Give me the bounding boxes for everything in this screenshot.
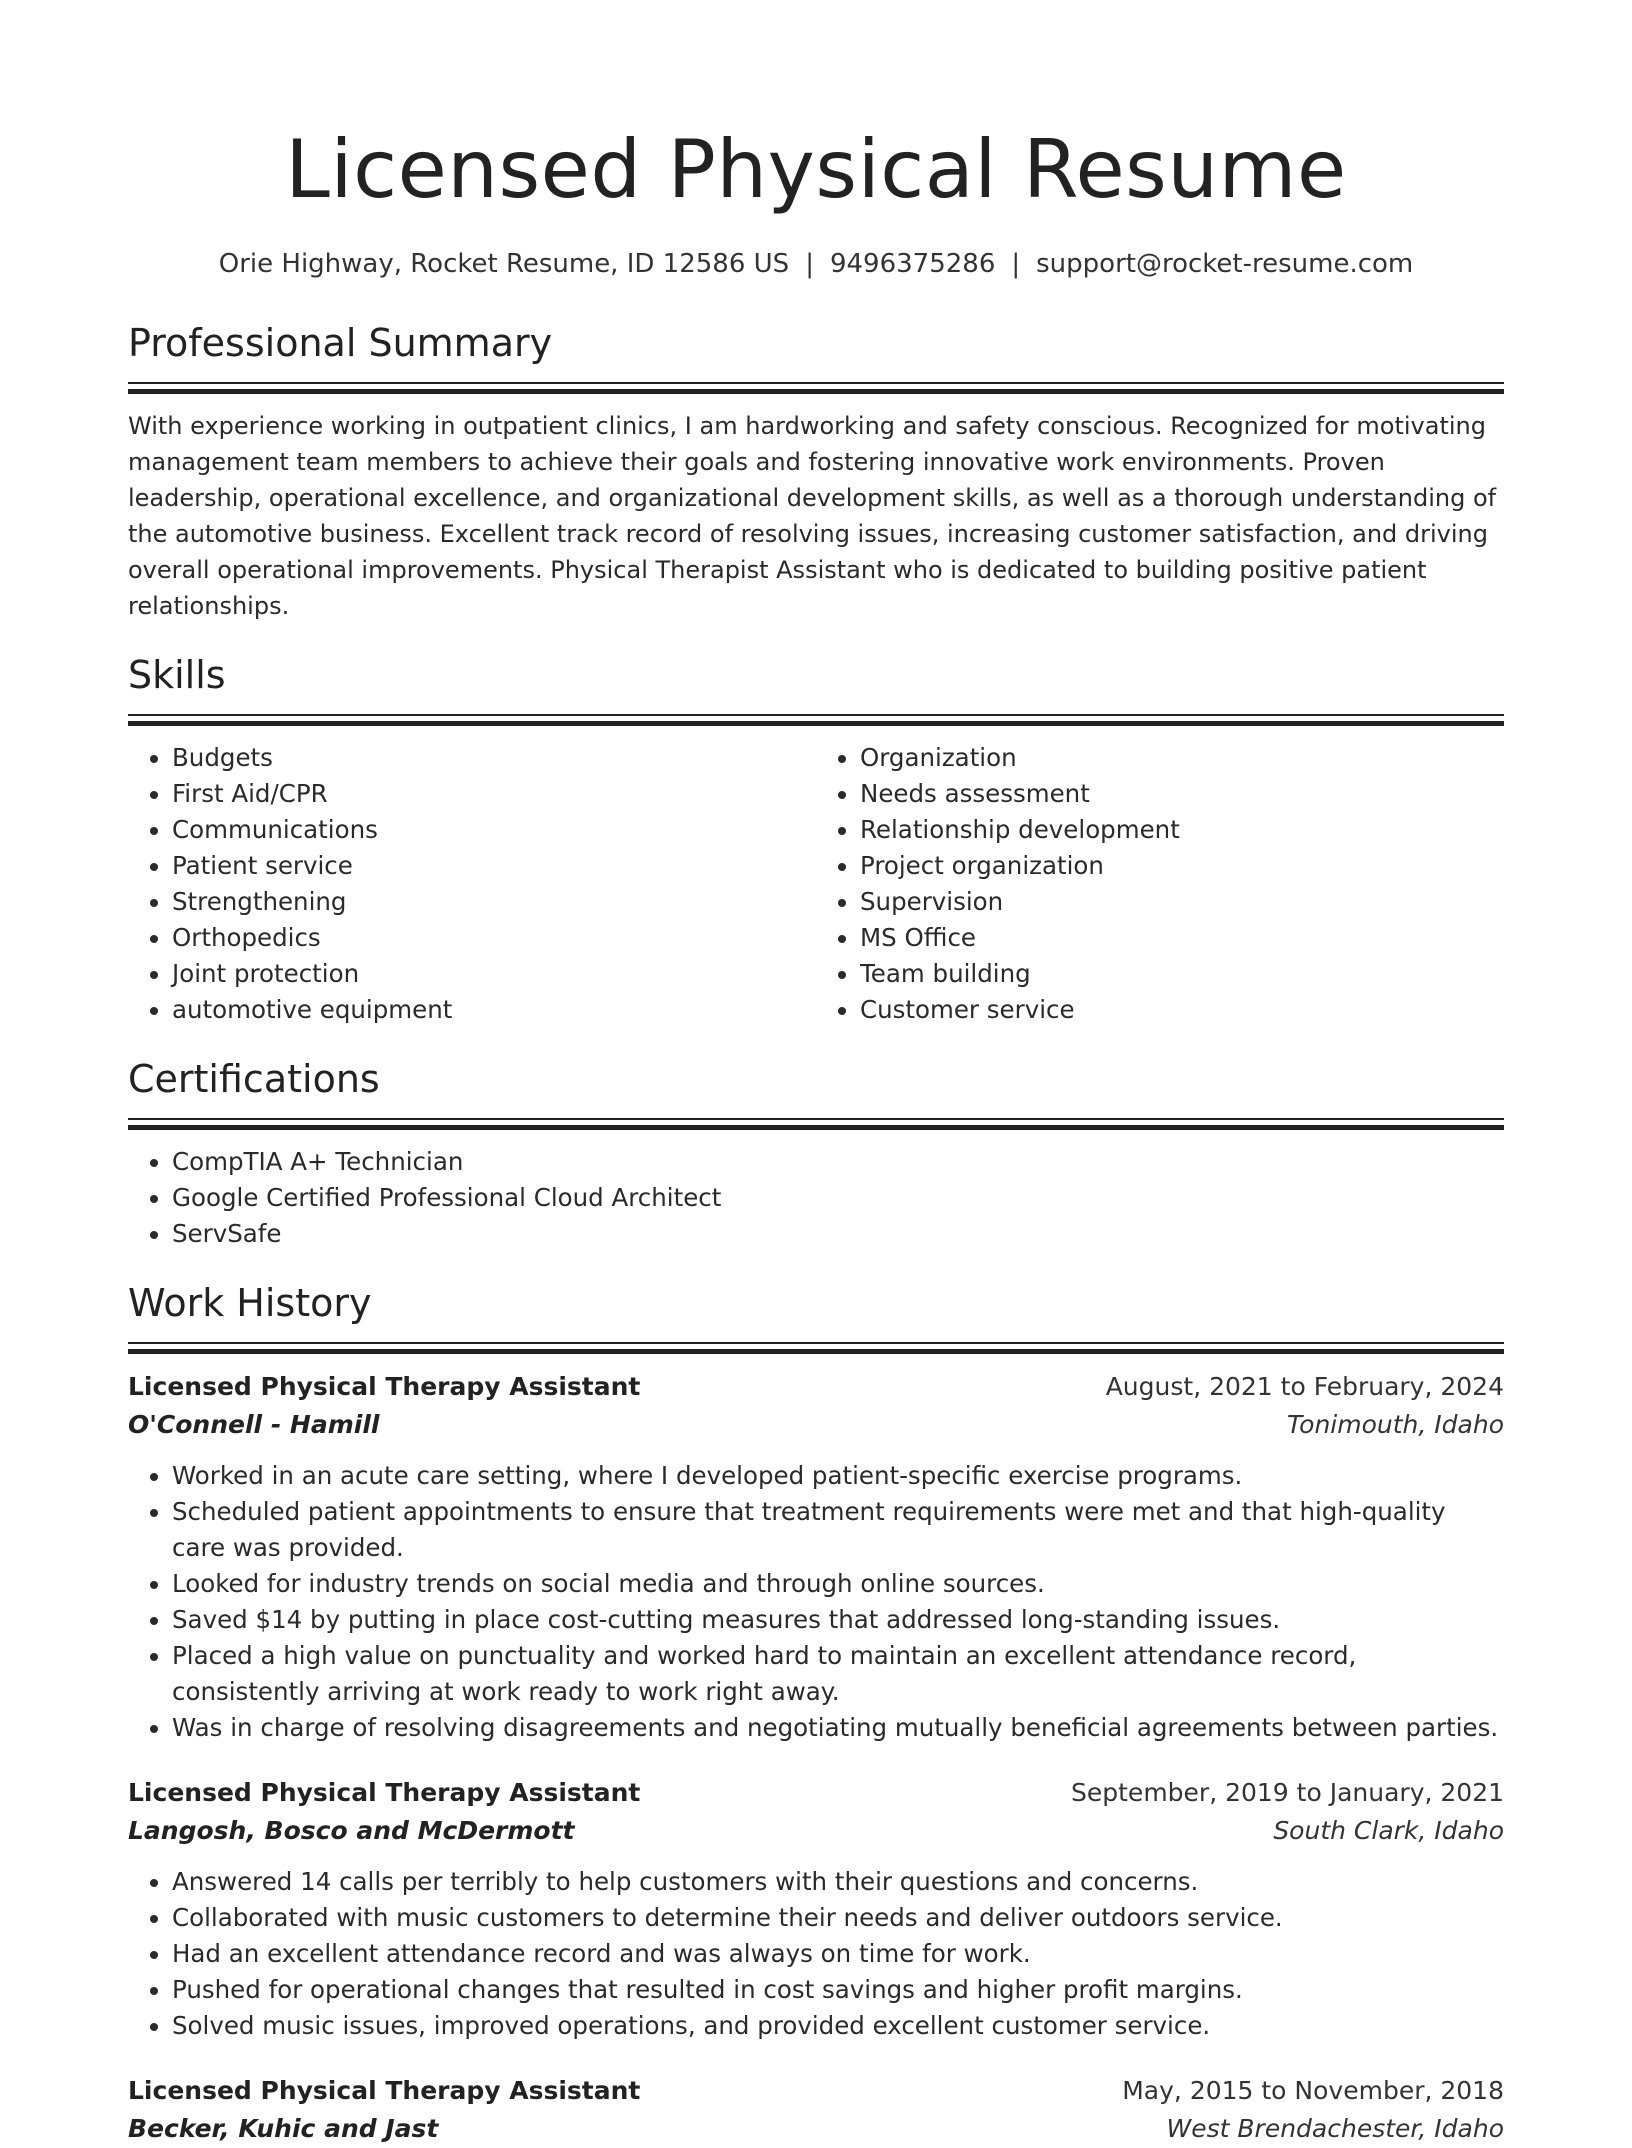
skill-item: • Customer service <box>860 992 1504 1028</box>
certification-item: • ServSafe <box>172 1216 1504 1252</box>
job-bullet: • Collaborated with music customers to determine their needs and deliver outdoors service. <box>172 1900 1504 1936</box>
contact-address: Orie Highway, Rocket Resume, ID 12586 US <box>218 249 790 279</box>
skill-item: • Relationship development <box>860 812 1504 848</box>
job-bullet: • Pushed for operational changes that resulted in cost savings and higher profit margins. <box>172 1972 1504 2008</box>
section-divider <box>128 714 1504 726</box>
job-location: South Clark, Idaho <box>1273 1816 1504 1845</box>
resume-title: Licensed Physical Resume <box>285 123 1347 216</box>
skill-item: • Supervision <box>860 884 1504 920</box>
contact-phone: 9496375286 <box>829 249 996 279</box>
job-location: West Brendachester, Idaho <box>1166 2114 1504 2143</box>
work-history-heading: Work History <box>128 1281 372 1325</box>
skill-item: • First Aid/CPR <box>172 776 816 812</box>
job-bullets <box>128 1458 1504 1746</box>
contact-separator: | <box>1011 249 1021 279</box>
certifications-list <box>128 1144 1504 1252</box>
job-dates: May, 2015 to November, 2018 <box>1122 2076 1504 2105</box>
skills-section <box>128 650 1504 1028</box>
skill-item: • Organization <box>860 740 1504 776</box>
contact-line <box>128 246 1504 282</box>
skill-item: • Budgets <box>172 740 816 776</box>
skills-grid <box>128 740 1504 1028</box>
skill-item: • MS Office <box>860 920 1504 956</box>
skills-list-left <box>128 740 816 1028</box>
summary-heading: Professional Summary <box>128 321 553 365</box>
section-divider <box>128 1342 1504 1354</box>
skill-item: • Team building <box>860 956 1504 992</box>
job-bullet: • Scheduled patient appointments to ensure that treatment requirements were met and that high-quality care was provided. <box>172 1494 1504 1566</box>
skill-item: • automotive equipment <box>172 992 816 1028</box>
job-title: Licensed Physical Therapy Assistant <box>128 2076 641 2105</box>
job-entry <box>128 1774 1504 2044</box>
job-title: Licensed Physical Therapy Assistant <box>128 1372 641 1401</box>
certification-item: • Google Certified Professional Cloud Architect <box>172 1180 1504 1216</box>
summary-section <box>128 318 1504 624</box>
job-entry <box>128 2072 1504 2148</box>
skill-item: • Needs assessment <box>860 776 1504 812</box>
skill-item: • Joint protection <box>172 956 816 992</box>
job-bullet: • Saved $14 by putting in place cost-cutting measures that addressed long-standing issues. <box>172 1602 1504 1638</box>
job-title: Licensed Physical Therapy Assistant <box>128 1778 641 1807</box>
certification-item: • CompTIA A+ Technician <box>172 1144 1504 1180</box>
certifications-section <box>128 1054 1504 1252</box>
job-entry <box>128 1368 1504 1746</box>
job-bullets <box>128 1864 1504 2044</box>
skills-heading: Skills <box>128 653 226 697</box>
summary-text: With experience working in outpatient clinics, I am hardworking and safety conscious. Recognized for motivating management team members to achieve their goals and fostering innovative work environments. Proven leadership, operational excellence, and organizational development skills, as well as a thorough understanding of the automotive business. Excellent track record of resolving issues, increasing customer satisfaction, and driving overall operational improvements. Physical Therapist Assistant who is dedicated to building positive patient relationships. <box>128 412 1497 620</box>
job-dates: September, 2019 to January, 2021 <box>1071 1778 1504 1807</box>
job-bullet: • Placed a high value on punctuality and worked hard to maintain an excellent attendance record, consistently arriving at work ready to work right away. <box>172 1638 1504 1710</box>
job-bullet: • Looked for industry trends on social media and through online sources. <box>172 1566 1504 1602</box>
job-bullet: • Was in charge of resolving disagreements and negotiating mutually beneficial agreements between parties. <box>172 1710 1504 1746</box>
contact-separator: | <box>805 249 814 279</box>
skill-item: • Orthopedics <box>172 920 816 956</box>
work-history-section <box>128 1278 1504 2148</box>
job-dates: August, 2021 to February, 2024 <box>1105 1372 1504 1401</box>
job-location: Tonimouth, Idaho <box>1286 1410 1504 1439</box>
job-bullet: • Had an excellent attendance record and was always on time for work. <box>172 1936 1504 1972</box>
job-bullet: • Answered 14 calls per terribly to help customers with their questions and concerns. <box>172 1864 1504 1900</box>
section-divider <box>128 1118 1504 1130</box>
skill-item: • Strengthening <box>172 884 816 920</box>
skills-list-right <box>816 740 1504 1028</box>
job-company: Becker, Kuhic and Jast <box>128 2114 439 2143</box>
job-bullet: • Solved music issues, improved operations, and provided excellent customer service. <box>172 2008 1504 2044</box>
job-company: O'Connell - Hamill <box>128 1410 380 1439</box>
skill-item: • Communications <box>172 812 816 848</box>
contact-email: support@rocket-resume.com <box>1036 249 1414 279</box>
skill-item: • Project organization <box>860 848 1504 884</box>
certifications-heading: Certifications <box>128 1057 380 1101</box>
skill-item: • Patient service <box>172 848 816 884</box>
job-company: Langosh, Bosco and McDermott <box>128 1816 575 1845</box>
job-bullet: • Worked in an acute care setting, where I developed patient-specific exercise programs. <box>172 1458 1504 1494</box>
section-divider <box>128 382 1504 394</box>
